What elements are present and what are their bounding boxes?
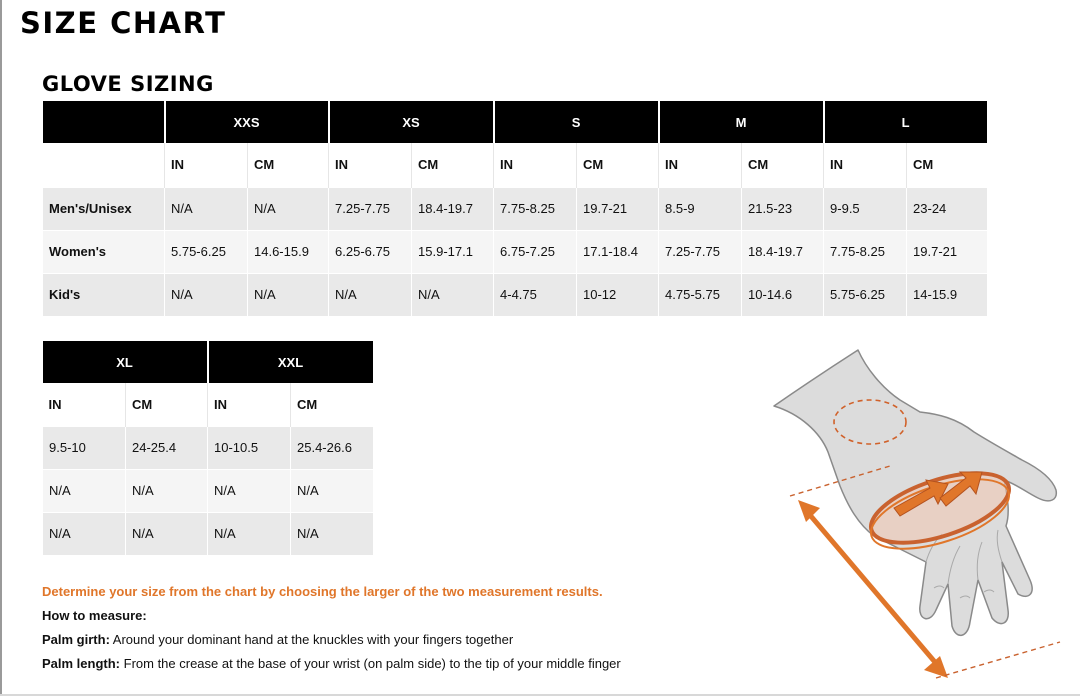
- palm-girth-text: Around your dominant hand at the knuckles with your fingers together: [109, 632, 514, 647]
- table-cell: 15.9-17.1: [412, 230, 494, 273]
- size-header-s: S: [494, 101, 659, 143]
- table-cell: N/A: [165, 187, 248, 230]
- table-cell: 9.5-10: [43, 426, 126, 469]
- palm-length-label: Palm length:: [42, 656, 121, 671]
- unit-label: CM: [126, 383, 208, 426]
- unit-label: IN: [329, 143, 412, 187]
- size-header-row: [43, 101, 987, 143]
- palm-length-text: From the crease at the base of your wrist (on palm side) to the tip of your middle finger: [120, 656, 621, 671]
- unit-label: IN: [824, 143, 907, 187]
- table-cell: 5.75-6.25: [824, 273, 907, 316]
- table-cell: N/A: [165, 273, 248, 316]
- unit-label: IN: [165, 143, 248, 187]
- table-cell: 4-4.75: [494, 273, 577, 316]
- table-cell: 21.5-23: [742, 187, 824, 230]
- frame-left-border: [0, 0, 2, 696]
- glove-size-table-xl: [42, 341, 373, 555]
- table-cell: 7.25-7.75: [659, 230, 742, 273]
- table-cell: 17.1-18.4: [577, 230, 659, 273]
- size-selection-note: Determine your size from the chart by choosing the larger of the two measurement results.: [42, 584, 603, 599]
- how-to-measure-heading: How to measure:: [42, 608, 147, 623]
- table-cell: 19.7-21: [907, 230, 987, 273]
- table-cell: 4.75-5.75: [659, 273, 742, 316]
- table-cell: N/A: [291, 469, 373, 512]
- palm-girth-label: Palm girth:: [42, 632, 110, 647]
- table-cell: 9-9.5: [824, 187, 907, 230]
- unit-label: CM: [412, 143, 494, 187]
- table-cell: N/A: [329, 273, 412, 316]
- table-cell: 10-14.6: [742, 273, 824, 316]
- table-cell: 7.75-8.25: [824, 230, 907, 273]
- row-label: Kid's: [43, 273, 165, 316]
- table-cell: N/A: [43, 469, 126, 512]
- table-cell: 8.5-9: [659, 187, 742, 230]
- unit-label: CM: [742, 143, 824, 187]
- table-cell: 18.4-19.7: [742, 230, 824, 273]
- table-cell: N/A: [248, 187, 329, 230]
- table-cell: 23-24: [907, 187, 987, 230]
- table-cell: 24-25.4: [126, 426, 208, 469]
- size-header-row: [43, 341, 373, 383]
- size-header-m: M: [659, 101, 824, 143]
- hand-measurement-illustration: [770, 348, 1070, 686]
- unit-label: CM: [291, 383, 373, 426]
- table-row: [43, 426, 373, 469]
- table-row-womens: [43, 230, 987, 273]
- table-cell: 10-10.5: [208, 426, 291, 469]
- row-label: Men's/Unisex: [43, 187, 165, 230]
- table-cell: 10-12: [577, 273, 659, 316]
- table-cell: N/A: [43, 512, 126, 555]
- table-cell: 18.4-19.7: [412, 187, 494, 230]
- unit-label: IN: [494, 143, 577, 187]
- glove-size-table: [42, 101, 987, 316]
- table-cell: 25.4-26.6: [291, 426, 373, 469]
- row-label: Women's: [43, 230, 165, 273]
- table-cell: N/A: [208, 512, 291, 555]
- unit-label: IN: [659, 143, 742, 187]
- unit-label: IN: [208, 383, 291, 426]
- table-cell: 5.75-6.25: [165, 230, 248, 273]
- table-cell: N/A: [412, 273, 494, 316]
- table-cell: N/A: [208, 469, 291, 512]
- unit-label: CM: [577, 143, 659, 187]
- unit-blank-cell: [43, 143, 165, 187]
- size-header-xs: XS: [329, 101, 494, 143]
- size-header-l: L: [824, 101, 987, 143]
- table-cell: 6.25-6.75: [329, 230, 412, 273]
- table-row-kids: [43, 273, 987, 316]
- table-row: [43, 512, 373, 555]
- size-header-xxl: XXL: [208, 341, 373, 383]
- table-row: [43, 469, 373, 512]
- table-row-mens-unisex: [43, 187, 987, 230]
- table-cell: N/A: [126, 469, 208, 512]
- size-header-xl: XL: [43, 341, 208, 383]
- palm-length-definition: [42, 656, 621, 671]
- table-cell: 6.75-7.25: [494, 230, 577, 273]
- table-cell: 14-15.9: [907, 273, 987, 316]
- section-title: GLOVE SIZING: [42, 72, 214, 96]
- header-blank-cell: [43, 101, 165, 143]
- palm-girth-definition: [42, 632, 513, 647]
- table-cell: 7.75-8.25: [494, 187, 577, 230]
- table-cell: 19.7-21: [577, 187, 659, 230]
- table-cell: N/A: [126, 512, 208, 555]
- page-title: SIZE CHART: [20, 6, 227, 40]
- table-cell: N/A: [291, 512, 373, 555]
- table-cell: 7.25-7.75: [329, 187, 412, 230]
- unit-label: CM: [248, 143, 329, 187]
- table-cell: N/A: [248, 273, 329, 316]
- unit-label: CM: [907, 143, 987, 187]
- unit-label: IN: [43, 383, 126, 426]
- unit-header-row: [43, 383, 373, 426]
- table-cell: 14.6-15.9: [248, 230, 329, 273]
- size-header-xxs: XXS: [165, 101, 329, 143]
- unit-header-row: [43, 143, 987, 187]
